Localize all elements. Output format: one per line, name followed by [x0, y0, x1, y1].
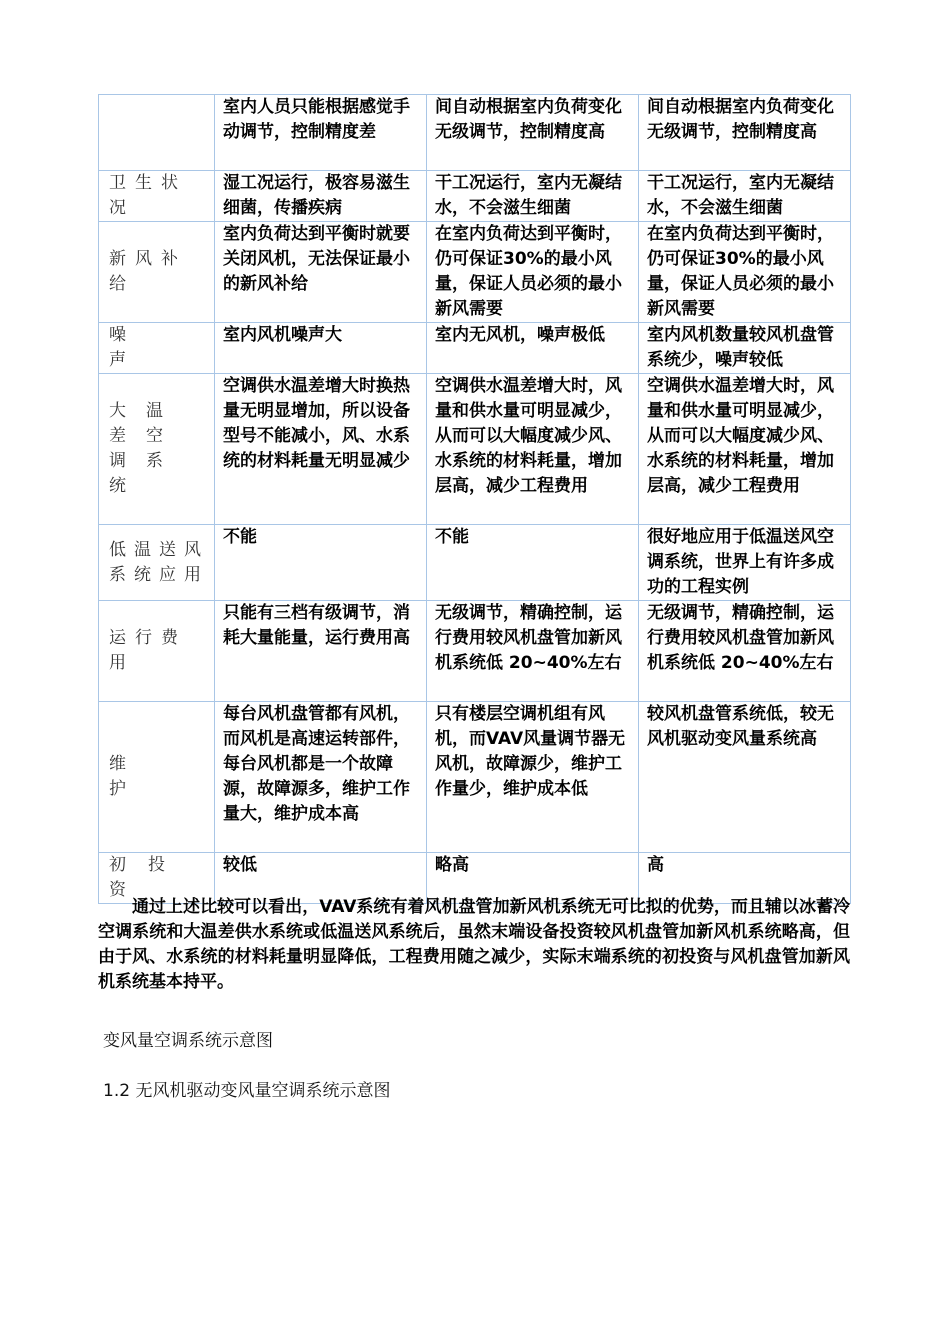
table-row [99, 374, 851, 525]
table-cell: 空调供水温差增大时换热量无明显增加，所以设备型号不能减小，风、水系统的材料耗量无明显减少 [215, 374, 427, 525]
table-row [99, 95, 851, 171]
table-cell: 间自动根据室内负荷变化无级调节，控制精度高 [427, 95, 639, 171]
table-cell: 空调供水温差增大时，风量和供水量可明显减少，从而可以大幅度减少风、水系统的材料耗量，增加层高，减少工程费用 [639, 374, 851, 525]
table-row [99, 702, 851, 853]
table-cell: 在室内负荷达到平衡时，仍可保证30%的最小风量，保证人员必须的最小新风需要 [639, 222, 851, 323]
table-cell: 很好地应用于低温送风空调系统，世界上有许多成功的工程实例 [639, 525, 851, 601]
table-cell: 高 [639, 853, 851, 904]
table-row [99, 601, 851, 702]
row-label: 大温差空调系统 [99, 374, 215, 525]
summary-paragraph: 通过上述比较可以看出，VAV系统有着风机盘管加新风机系统无可比拟的优势，而且辅以冰蓄冷空调系统和大温差供水系统或低温送风系统后，虽然末端设备投资较风机盘管加新风机系统略高，但由于风、水系统的材料耗量明显降低，工程费用随之减少，实际末端系统的初投资与风机盘管加新风机系统基本持平。 [98, 897, 850, 992]
row-label: 维护 [99, 702, 215, 853]
table-cell: 间自动根据室内负荷变化无级调节，控制精度高 [639, 95, 851, 171]
section-heading: 变风量空调系统示意图 [103, 1031, 273, 1051]
table-cell: 无级调节，精确控制，运行费用较风机盘管加新风机系统低 20~40%左右 [427, 601, 639, 702]
table-cell: 无级调节，精确控制，运行费用较风机盘管加新风机系统低 20~40%左右 [639, 601, 851, 702]
table-cell: 较风机盘管系统低，较无风机驱动变风量系统高 [639, 702, 851, 853]
table-cell: 空调供水温差增大时，风量和供水量可明显减少，从而可以大幅度减少风、水系统的材料耗量，增加层高，减少工程费用 [427, 374, 639, 525]
table-cell: 湿工况运行，极容易滋生细菌，传播疾病 [215, 171, 427, 222]
table-cell: 干工况运行，室内无凝结水，不会滋生细菌 [427, 171, 639, 222]
row-label [99, 95, 215, 171]
table-cell: 只能有三档有级调节，消耗大量能量，运行费用高 [215, 601, 427, 702]
table-cell: 干工况运行，室内无凝结水，不会滋生细菌 [639, 171, 851, 222]
table-cell: 在室内负荷达到平衡时，仍可保证30%的最小风量，保证人员必须的最小新风需要 [427, 222, 639, 323]
row-label: 初投资 [99, 853, 215, 904]
row-label: 噪声 [99, 323, 215, 374]
row-label: 运行费用 [99, 601, 215, 702]
row-label: 卫生状况 [99, 171, 215, 222]
table-cell: 每台风机盘管都有风机，而风机是高速运转部件，每台风机都是一个故障源，故障源多，维护工作量大，维护成本高 [215, 702, 427, 853]
table-cell: 室内人员只能根据感觉手动调节，控制精度差 [215, 95, 427, 171]
row-label: 新风补给 [99, 222, 215, 323]
subsection-heading: 1.2 无风机驱动变风量空调系统示意图 [103, 1081, 391, 1101]
row-label: 低温送风系统应用 [99, 525, 215, 601]
table-row [99, 171, 851, 222]
table-cell: 不能 [427, 525, 639, 601]
table-cell: 室内风机噪声大 [215, 323, 427, 374]
comparison-table [98, 94, 851, 904]
table-cell: 略高 [427, 853, 639, 904]
table-row [99, 222, 851, 323]
table-cell: 室内无风机，噪声极低 [427, 323, 639, 374]
table-cell: 较低 [215, 853, 427, 904]
table-cell: 只有楼层空调机组有风机，而VAV风量调节器无风机，故障源少，维护工作量少，维护成本低 [427, 702, 639, 853]
table-cell: 室内负荷达到平衡时就要关闭风机，无法保证最小的新风补给 [215, 222, 427, 323]
table-row [99, 323, 851, 374]
table-cell: 不能 [215, 525, 427, 601]
table-row [99, 525, 851, 601]
table-cell: 室内风机数量较风机盘管系统少，噪声较低 [639, 323, 851, 374]
